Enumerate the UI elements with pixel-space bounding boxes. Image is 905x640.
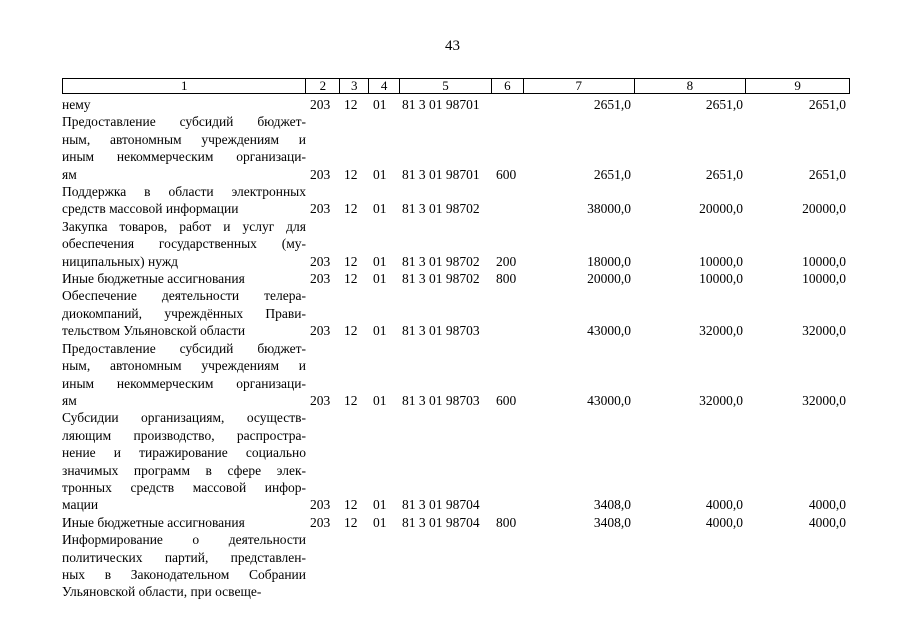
cell-c7: 43000,0: [587, 392, 631, 408]
cell-c2: 203: [310, 271, 331, 287]
cell-c2: 203: [310, 97, 331, 112]
cell-c2: 203: [310, 514, 331, 530]
cell-c8: 4000,0: [705, 514, 743, 530]
cell-c5: 81 3 01 98701: [402, 166, 480, 182]
cell-c5: 81 3 01 98702: [402, 201, 480, 217]
table-row: [62, 340, 850, 410]
cell-c5: 81 3 01 98704: [402, 497, 480, 513]
row-description: [62, 218, 306, 270]
cell-c8: 10000,0: [699, 253, 743, 269]
cell-c3: 12: [344, 392, 358, 408]
cell-c3: 12: [344, 253, 358, 269]
cell-c5: 81 3 01 98703: [402, 323, 480, 339]
cell-c7: 38000,0: [587, 201, 631, 217]
table-row: [62, 514, 850, 531]
cell-c9: 20000,0: [802, 201, 846, 217]
description-line: диокомпаний, учреждённых Прави-: [62, 305, 306, 321]
row-description: [62, 270, 306, 287]
header-col-6: 6: [492, 79, 524, 93]
cell-c4: 01: [373, 514, 387, 530]
cell-c8: 2651,0: [705, 97, 743, 112]
description-line: Информирование о деятельности: [62, 532, 306, 548]
cell-c2: 203: [310, 392, 331, 408]
table-row: [62, 96, 850, 113]
cell-c9: 32000,0: [802, 323, 846, 339]
description-line: Иные бюджетные ассигнования: [62, 271, 245, 287]
description-line: Ульяновской области, при освеще-: [62, 584, 262, 600]
header-col-5: 5: [400, 79, 492, 93]
description-line: тельством Ульяновской области: [62, 323, 246, 339]
row-description: [62, 340, 306, 410]
cell-c8: 20000,0: [699, 201, 743, 217]
description-line: ных в Законодательном Собрании: [62, 566, 306, 582]
description-line: Обеспечение деятельности телера-: [62, 288, 306, 304]
cell-c7: 3408,0: [593, 514, 631, 530]
cell-c4: 01: [373, 392, 387, 408]
cell-c9: 10000,0: [802, 253, 846, 269]
header-col-7: 7: [524, 79, 635, 93]
row-description: [62, 183, 306, 218]
description-line: значимых программ в сфере элек-: [62, 462, 306, 478]
cell-c6: 200: [496, 253, 517, 269]
cell-c8: 2651,0: [705, 166, 743, 182]
row-description: [62, 96, 306, 113]
description-line: Субсидии организациям, осуществ-: [62, 410, 306, 426]
table-row: [62, 113, 850, 183]
description-line: Закупка товаров, работ и услуг для: [62, 218, 306, 234]
cell-c4: 01: [373, 201, 387, 217]
cell-c7: 2651,0: [593, 97, 631, 112]
header-col-2: 2: [306, 79, 340, 93]
row-description: [62, 514, 306, 531]
cell-c6: 800: [496, 514, 517, 530]
cell-c5: 81 3 01 98701: [402, 97, 480, 112]
cell-c4: 01: [373, 253, 387, 269]
cell-c2: 203: [310, 253, 331, 269]
table-row: [62, 183, 850, 218]
description-line: ляющим производство, распростра-: [62, 427, 306, 443]
cell-c6: 600: [496, 392, 517, 408]
cell-c4: 01: [373, 166, 387, 182]
cell-c3: 12: [344, 497, 358, 513]
cell-c3: 12: [344, 97, 358, 112]
cell-c3: 12: [344, 514, 358, 530]
description-line: ным, автономным учреждениям и: [62, 358, 306, 374]
header-col-1: 1: [63, 79, 306, 93]
cell-c9: 4000,0: [808, 514, 846, 530]
description-line: средств массовой информации: [62, 201, 239, 217]
description-line: мации: [62, 497, 99, 513]
cell-c2: 203: [310, 497, 331, 513]
row-description: [62, 409, 306, 513]
description-line: ям: [62, 166, 77, 182]
cell-c8: 10000,0: [699, 271, 743, 287]
table-row: [62, 409, 850, 513]
cell-c7: 3408,0: [593, 497, 631, 513]
description-line: ным, автономным учреждениям и: [62, 131, 306, 147]
cell-c6: 600: [496, 166, 517, 182]
cell-c9: 2651,0: [808, 166, 846, 182]
cell-c4: 01: [373, 323, 387, 339]
description-line: Предоставление субсидий бюджет-: [62, 114, 306, 130]
cell-c8: 32000,0: [699, 392, 743, 408]
cell-c3: 12: [344, 271, 358, 287]
cell-c8: 32000,0: [699, 323, 743, 339]
row-description: [62, 113, 306, 183]
cell-c7: 18000,0: [587, 253, 631, 269]
cell-c4: 01: [373, 97, 387, 112]
cell-c7: 20000,0: [587, 271, 631, 287]
cell-c9: 32000,0: [802, 392, 846, 408]
cell-c5: 81 3 01 98703: [402, 392, 480, 408]
description-line: Иные бюджетные ассигнования: [62, 514, 245, 530]
cell-c2: 203: [310, 323, 331, 339]
description-line: тронных средств массовой инфор-: [62, 479, 306, 495]
header-col-8: 8: [635, 79, 747, 93]
cell-c7: 43000,0: [587, 323, 631, 339]
cell-c3: 12: [344, 166, 358, 182]
description-line: иным некоммерческим организаци-: [62, 149, 306, 165]
cell-c4: 01: [373, 497, 387, 513]
page-number: 43: [445, 38, 460, 54]
table-row: [62, 287, 850, 339]
cell-c6: 800: [496, 271, 517, 287]
header-col-9: 9: [794, 78, 801, 93]
cell-c2: 203: [310, 201, 331, 217]
description-line: нему: [62, 97, 91, 112]
description-line: политических партий, представлен-: [62, 549, 306, 565]
cell-c9: 2651,0: [808, 97, 846, 112]
header-col-3: 3: [340, 79, 369, 93]
cell-c3: 12: [344, 201, 358, 217]
cell-c5: 81 3 01 98702: [402, 271, 480, 287]
description-line: Поддержка в области электронных: [62, 184, 306, 200]
table-row: [62, 531, 850, 601]
description-line: обеспечения государственных (му-: [62, 236, 306, 252]
description-line: ям: [62, 392, 77, 408]
table-row: [62, 270, 850, 287]
cell-c5: 81 3 01 98702: [402, 253, 480, 269]
table-row: [62, 218, 850, 270]
cell-c4: 01: [373, 271, 387, 287]
description-line: иным некоммерческим организаци-: [62, 375, 306, 391]
cell-c9: 4000,0: [808, 497, 846, 513]
cell-c2: 203: [310, 166, 331, 182]
cell-c8: 4000,0: [705, 497, 743, 513]
row-description: [62, 531, 306, 601]
cell-c5: 81 3 01 98704: [402, 514, 480, 530]
table-header: [62, 78, 850, 94]
description-line: нение и тиражирование социально: [62, 445, 306, 461]
cell-c9: 10000,0: [802, 271, 846, 287]
row-description: [62, 287, 306, 339]
cell-c3: 12: [344, 323, 358, 339]
cell-c7: 2651,0: [593, 166, 631, 182]
description-line: Предоставление субсидий бюджет-: [62, 340, 306, 356]
description-line: ниципальных) нужд: [62, 253, 179, 269]
header-col-4: 4: [369, 79, 400, 93]
table-body: [62, 96, 850, 601]
